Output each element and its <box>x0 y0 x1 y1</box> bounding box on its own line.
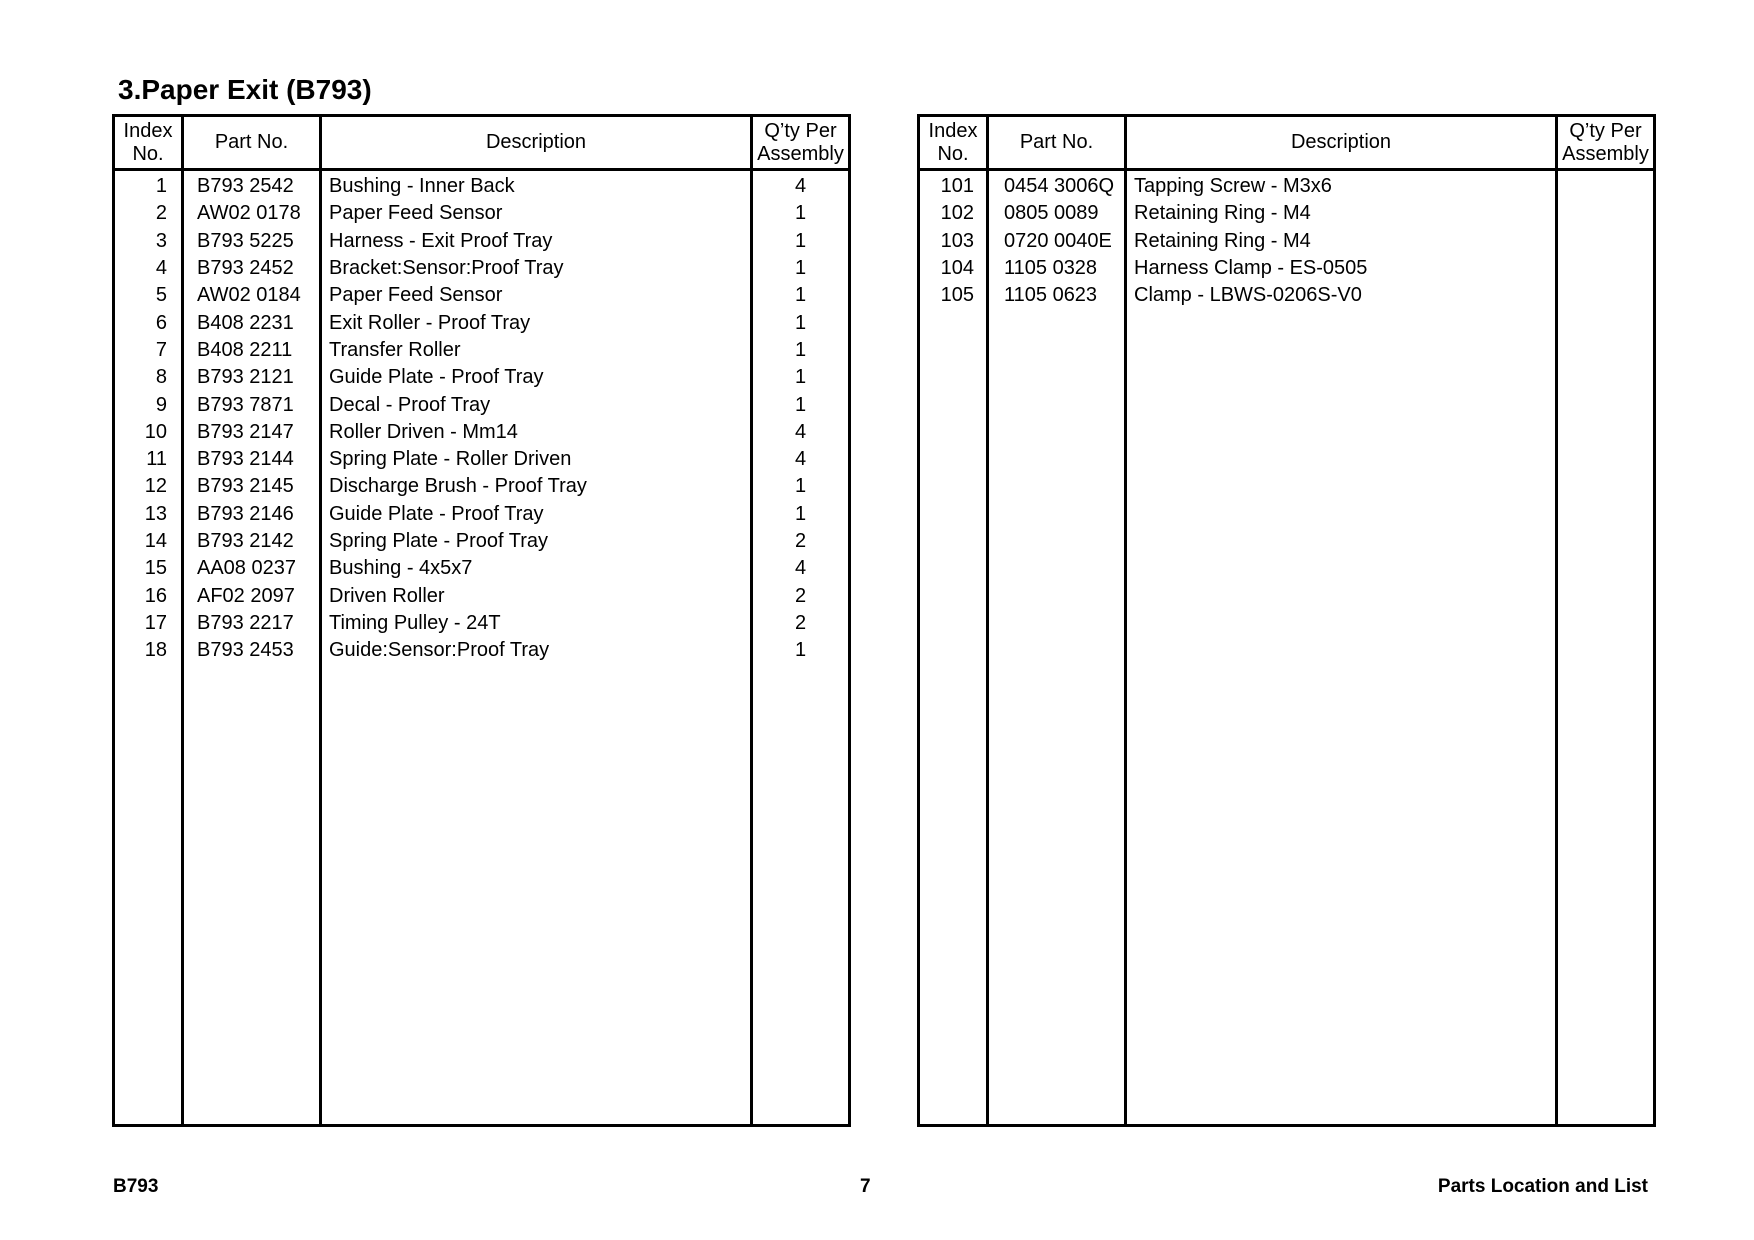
part-number-cell: 0805 0089 <box>988 200 1126 227</box>
quantity-cell: 4 <box>752 446 850 473</box>
quantity-cell: 1 <box>752 337 850 364</box>
index-cell: 13 <box>144 502 167 525</box>
part-number-cell: 0454 3006Q <box>988 170 1126 201</box>
table-filler-row <box>919 309 1655 1125</box>
column-header-qty: Q’ty Per Assembly <box>752 116 850 170</box>
part-number-cell: AA08 0237 <box>183 555 321 582</box>
part-number-cell: B793 2452 <box>183 255 321 282</box>
part-number-cell: B793 2142 <box>183 528 321 555</box>
index-cell: 16 <box>144 584 167 607</box>
quantity-cell: 1 <box>752 391 850 418</box>
quantity-cell: 1 <box>752 255 850 282</box>
quantity-cell <box>1557 228 1655 255</box>
empty-cell <box>321 664 752 1125</box>
quantity-cell: 1 <box>752 473 850 500</box>
description-cell: Harness Clamp - ES-0505 <box>1126 255 1557 282</box>
part-number-cell: B793 2144 <box>183 446 321 473</box>
description-cell: Spring Plate - Proof Tray <box>321 528 752 555</box>
column-header-index: Index No. <box>919 116 988 170</box>
empty-cell <box>919 309 988 1125</box>
part-number-cell: B408 2231 <box>183 309 321 336</box>
description-cell: Discharge Brush - Proof Tray <box>321 473 752 500</box>
description-cell: Tapping Screw - M3x6 <box>1126 170 1557 201</box>
quantity-cell: 1 <box>752 200 850 227</box>
part-number-cell: B793 5225 <box>183 228 321 255</box>
index-cell: 15 <box>144 557 167 580</box>
index-cell: 18 <box>144 639 167 662</box>
table-row <box>114 364 850 391</box>
part-number-cell: 0720 0040E <box>988 228 1126 255</box>
index-cell: 105 <box>940 284 974 307</box>
table-row <box>114 337 850 364</box>
table-row <box>114 282 850 309</box>
table-row <box>114 309 850 336</box>
parts-table-left-body <box>114 170 850 1126</box>
table-row <box>114 228 850 255</box>
description-cell: Paper Feed Sensor <box>321 200 752 227</box>
index-cell: 103 <box>940 229 974 252</box>
quantity-cell <box>1557 200 1655 227</box>
part-number-cell: B793 2453 <box>183 637 321 664</box>
quantity-cell: 2 <box>752 610 850 637</box>
description-cell: Paper Feed Sensor <box>321 282 752 309</box>
description-cell: Harness - Exit Proof Tray <box>321 228 752 255</box>
index-cell: 17 <box>144 611 167 634</box>
description-cell: Roller Driven - Mm14 <box>321 419 752 446</box>
description-cell: Retaining Ring - M4 <box>1126 228 1557 255</box>
index-cell: 101 <box>940 175 974 198</box>
table-row <box>114 419 850 446</box>
table-row <box>919 228 1655 255</box>
part-number-cell: B793 2146 <box>183 501 321 528</box>
index-cell: 10 <box>144 420 167 443</box>
description-cell: Exit Roller - Proof Tray <box>321 309 752 336</box>
quantity-cell: 1 <box>752 501 850 528</box>
description-cell: Decal - Proof Tray <box>321 391 752 418</box>
description-cell: Bushing - 4x5x7 <box>321 555 752 582</box>
index-cell: 102 <box>940 202 974 225</box>
description-cell: Guide Plate - Proof Tray <box>321 501 752 528</box>
table-header-row <box>919 116 1655 170</box>
quantity-cell <box>1557 255 1655 282</box>
column-header-description: Description <box>1126 116 1557 170</box>
quantity-cell: 2 <box>752 528 850 555</box>
column-header-part-no: Part No. <box>988 116 1126 170</box>
part-number-cell: 1105 0328 <box>988 255 1126 282</box>
quantity-cell: 1 <box>752 228 850 255</box>
index-cell: 5 <box>155 284 167 307</box>
quantity-cell: 4 <box>752 419 850 446</box>
index-cell: 4 <box>155 257 167 280</box>
quantity-cell: 4 <box>752 170 850 201</box>
table-row <box>114 200 850 227</box>
table-row <box>114 473 850 500</box>
footer-page-number: 7 <box>860 1176 871 1197</box>
quantity-cell <box>1557 282 1655 309</box>
table-header-row <box>114 116 850 170</box>
part-number-cell: B793 2542 <box>183 170 321 201</box>
index-cell: 8 <box>155 366 167 389</box>
part-number-cell: AF02 2097 <box>183 582 321 609</box>
index-cell: 9 <box>155 393 167 416</box>
table-row <box>114 446 850 473</box>
parts-table-right <box>917 114 1656 1127</box>
column-header-qty: Q’ty Per Assembly <box>1557 116 1655 170</box>
description-cell: Retaining Ring - M4 <box>1126 200 1557 227</box>
empty-cell <box>988 309 1126 1125</box>
table-row <box>114 582 850 609</box>
parts-table-right-body <box>919 170 1655 1126</box>
column-header-part-no: Part No. <box>183 116 321 170</box>
table-row <box>919 200 1655 227</box>
index-cell: 3 <box>155 229 167 252</box>
quantity-cell: 1 <box>752 282 850 309</box>
part-number-cell: AW02 0178 <box>183 200 321 227</box>
empty-cell <box>183 664 321 1125</box>
quantity-cell: 1 <box>752 309 850 336</box>
description-cell: Transfer Roller <box>321 337 752 364</box>
empty-cell <box>114 664 183 1125</box>
part-number-cell: B793 7871 <box>183 391 321 418</box>
index-cell: 104 <box>940 257 974 280</box>
index-cell: 6 <box>155 311 167 334</box>
quantity-cell: 2 <box>752 582 850 609</box>
column-header-index: Index No. <box>114 116 183 170</box>
part-number-cell: B793 2145 <box>183 473 321 500</box>
part-number-cell: B793 2147 <box>183 419 321 446</box>
table-row <box>114 555 850 582</box>
index-cell: 14 <box>144 530 167 552</box>
table-row <box>114 501 850 528</box>
part-number-cell: AW02 0184 <box>183 282 321 309</box>
description-cell: Clamp - LBWS-0206S-V0 <box>1126 282 1557 309</box>
footer-model: B793 <box>113 1176 159 1197</box>
description-cell: Guide Plate - Proof Tray <box>321 364 752 391</box>
quantity-cell <box>1557 170 1655 201</box>
description-cell: Driven Roller <box>321 582 752 609</box>
description-cell: Bracket:Sensor:Proof Tray <box>321 255 752 282</box>
table-row <box>114 391 850 418</box>
empty-cell <box>1557 309 1655 1125</box>
quantity-cell: 1 <box>752 637 850 664</box>
description-cell: Guide:Sensor:Proof Tray <box>321 637 752 664</box>
quantity-cell: 4 <box>752 555 850 582</box>
index-cell: 2 <box>155 202 167 225</box>
column-header-description: Description <box>321 116 752 170</box>
empty-cell <box>752 664 850 1125</box>
table-row <box>919 282 1655 309</box>
footer-section-title: Parts Location and List <box>1437 1176 1648 1197</box>
description-cell: Spring Plate - Roller Driven <box>321 446 752 473</box>
table-row <box>114 637 850 664</box>
index-cell: 11 <box>146 448 167 471</box>
table-row <box>114 255 850 282</box>
index-cell: 12 <box>144 475 167 498</box>
table-filler-row <box>114 664 850 1125</box>
index-cell: 7 <box>155 338 167 361</box>
quantity-cell: 1 <box>752 364 850 391</box>
table-row <box>114 170 850 201</box>
description-cell: Bushing - Inner Back <box>321 170 752 201</box>
table-row <box>114 528 850 555</box>
part-number-cell: B408 2211 <box>183 337 321 364</box>
index-cell: 1 <box>155 175 167 198</box>
page-title: 3.Paper Exit (B793) <box>118 74 372 105</box>
part-number-cell: B793 2121 <box>183 364 321 391</box>
part-number-cell: 1105 0623 <box>988 282 1126 309</box>
table-row <box>919 170 1655 201</box>
part-number-cell: B793 2217 <box>183 610 321 637</box>
table-row <box>919 255 1655 282</box>
table-row <box>114 610 850 637</box>
parts-table-left <box>112 114 851 1127</box>
description-cell: Timing Pulley - 24T <box>321 610 752 637</box>
empty-cell <box>1126 309 1557 1125</box>
